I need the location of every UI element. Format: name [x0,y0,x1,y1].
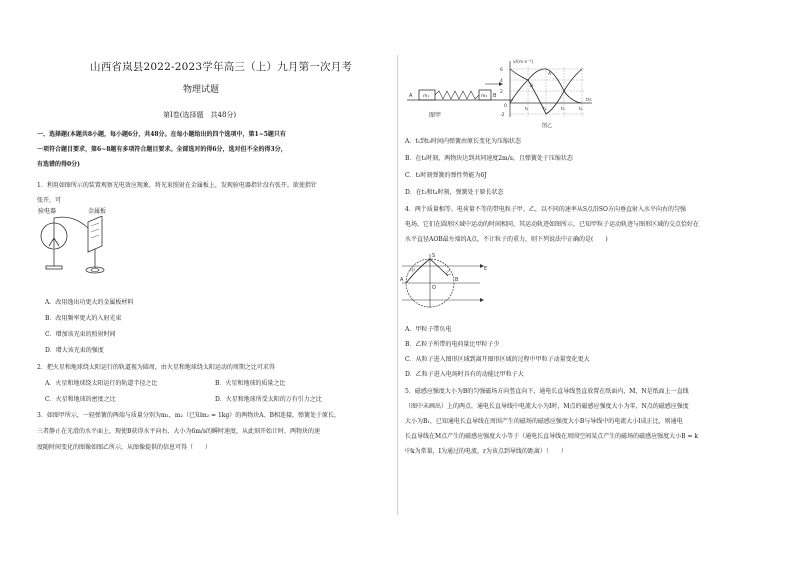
figure-label-metal-plate: 金属板 [88,208,107,215]
q1-stem-cont: 张开，可 [37,197,62,204]
q5-stem-line: 5．磁感应强度大小为B的匀强磁场方向竖直向下，通电长直导线竖直放置在纸面内，M、N是纸面上一直线 [405,388,689,395]
q4-stem-line: 水平直径AOB最左端的A点，不计粒子的重力，则下列说法中正确的是( ) [405,236,608,243]
q5-stem-line: （图中未画出）上的两点，通电长直导线中电流大小为I时，M点的磁感应强度大小为零，N点的磁感应强度 [405,403,689,410]
q5-stem-line: 中k为常量，I为通过的电流，r为该点到导线的距离）（ ） [405,448,567,455]
q3-figure-jia [405,70,515,120]
label-e: E [484,266,488,272]
q1-option-d: D．增大该光束的强度 [45,347,104,354]
instruction-line: 有选错的得0分) [37,161,81,168]
q5-stem-line: 大小为B₁，已知通电长直导线在周围产生的磁场的磁感应强度大小B与导线中的电流大小I成正比，则通电 [405,418,683,425]
spring-blocks-diagram [405,70,515,110]
electroscope-diagram [38,216,138,278]
q3-stem-line: 三者静止在光滑的水平面上，现使B获得水平向右、大小为6m/s的瞬时速度，从此刻开始计时，两物块的速 [37,428,321,435]
graph-t3: t₃ [561,107,565,112]
subject-title: 物理试题 [183,85,220,95]
graph-t1: t₁ [525,107,529,112]
section-title: 第Ⅰ卷(选择题 共48分) [163,111,237,119]
q3-option-b: B．在t₃时刻，两物块达到共同速度2m/s，且弹簧处于压缩状态 [405,155,573,162]
svg-text:m₁: m₁ [423,94,430,99]
q4-option-d: D．乙粒子进入电场时具有的动能比甲粒子大 [405,371,524,378]
q1-option-c: C．增加该光束的照射时间 [45,331,116,338]
figure-label-electroscope: 验电器 [38,208,57,215]
q4-option-a: A．甲粒子带负电 [405,326,452,333]
q1-option-b: B．改用频率更大的入射光束 [45,315,122,322]
graph-tick-4: 4 [500,79,503,84]
velocity-time-graph [500,57,600,125]
q3-figure-yi [500,57,600,132]
q3-option-d: D．在t₃和t₄时刻，弹簧处于原长状态 [405,189,504,196]
q4-option-c: C．从粒子进入图形区域到离开图形区域的过程中甲粒子动量变化更大 [405,356,590,363]
q4-stem-line: 4．两个质量相等、电荷量不等的带电粒子甲、乙，以不同的速率从S点沿SO方向垂直射入水平向右的匀强 [405,206,686,213]
label-a: A [400,277,404,283]
electric-field-circle-diagram [400,246,490,316]
svg-text:B: B [493,93,497,99]
q3-stem-line: 度随时间变化的图像如图乙所示，从图像提供的信息可得（ ） [37,444,212,451]
instruction-line: 一项符合题目要求，第6~8题有多项符合题目要求。全部选对的得6分，选对但不全的得3分， [37,146,287,153]
svg-text:A: A [409,93,413,99]
graph-curve-a: A [548,72,552,77]
graph-tick-6: 6 [500,68,503,73]
label-s: S [432,253,436,259]
instruction-line: 一、选择题(本题共8小题，每小题6分，共48分。在每小题给出的四个选项中，第1~5题只有 [37,131,286,138]
q1-figure [38,208,138,278]
q1-option-a: A．改用逸出功更大的金属板材料 [45,299,134,306]
figure-label-jia: 图甲 [429,112,442,119]
q2-option-a: A．火星和地球绕太阳运行的轨道半径之比 [45,380,158,387]
q2-option-b: B．火星和地球的质量之比 [215,380,286,387]
exam-title: 山西省岚县2022-2023学年高三（上）九月第一次月考 [90,61,353,73]
svg-text:m₂: m₂ [481,94,488,99]
q5-stem-line: 长直导线在M点产生的磁感应强度大小等于（通电长直导线在周围空间某点产生的磁场的磁感应强度大小B = k [405,433,699,440]
column-divider [397,55,398,515]
q1-stem: 1．利用如图所示的装置观察光电效应现象，将光束照射在金属板上，发现验电器指针没有张开。欲使指针 [37,182,317,189]
figure-label-yi: 图乙 [542,123,553,129]
graph-curve-b: B [530,84,534,89]
graph-tick-0: 0 [504,104,507,109]
label-b: B [455,277,459,283]
graph-ylabel: v/(m·s⁻¹) [513,60,534,65]
q2-option-c: C．火星和地球的密度之比 [45,396,116,403]
label-jia: 甲 [410,268,416,274]
label-yi: 乙 [446,270,452,276]
q4-option-b: B．乙粒子所带的电荷量比甲粒子少 [405,341,500,348]
graph-t2: t₂ [543,107,547,112]
q3-stem-line: 3．如图甲所示，一轻弹簧的两端与质量分别为m₁，m₂（已知m₂ = 1kg）的两物块A、B相连接，弹簧处于原长， [37,412,340,419]
label-o: O [432,285,436,291]
graph-tick-neg2: -2 [500,113,505,118]
q2-stem: 2．把火星和地球绕太阳运行的轨道视为圆周，由火星和地球绕太阳运动的周期之比可求得 [37,364,275,371]
graph-t4: t₄ [579,107,583,112]
q3-option-a: A．t₁到t₃时间内弹簧由原长变化为压缩状态 [405,138,521,145]
q4-figure [400,246,490,316]
graph-xlabel: t/s [586,98,592,103]
graph-tick-2: 2 [500,90,503,95]
q3-option-c: C．t₃时刻弹簧的弹性势能为6J [405,172,487,179]
q4-stem-line: 电场，它们在圆形区域中运动的时间相同，其运动轨迹如图所示，已知甲粒子运动轨迹与图形区域的交点恰好在 [405,221,700,228]
q2-option-d: D．火星和地球所受太阳的万有引力之比 [215,396,322,403]
